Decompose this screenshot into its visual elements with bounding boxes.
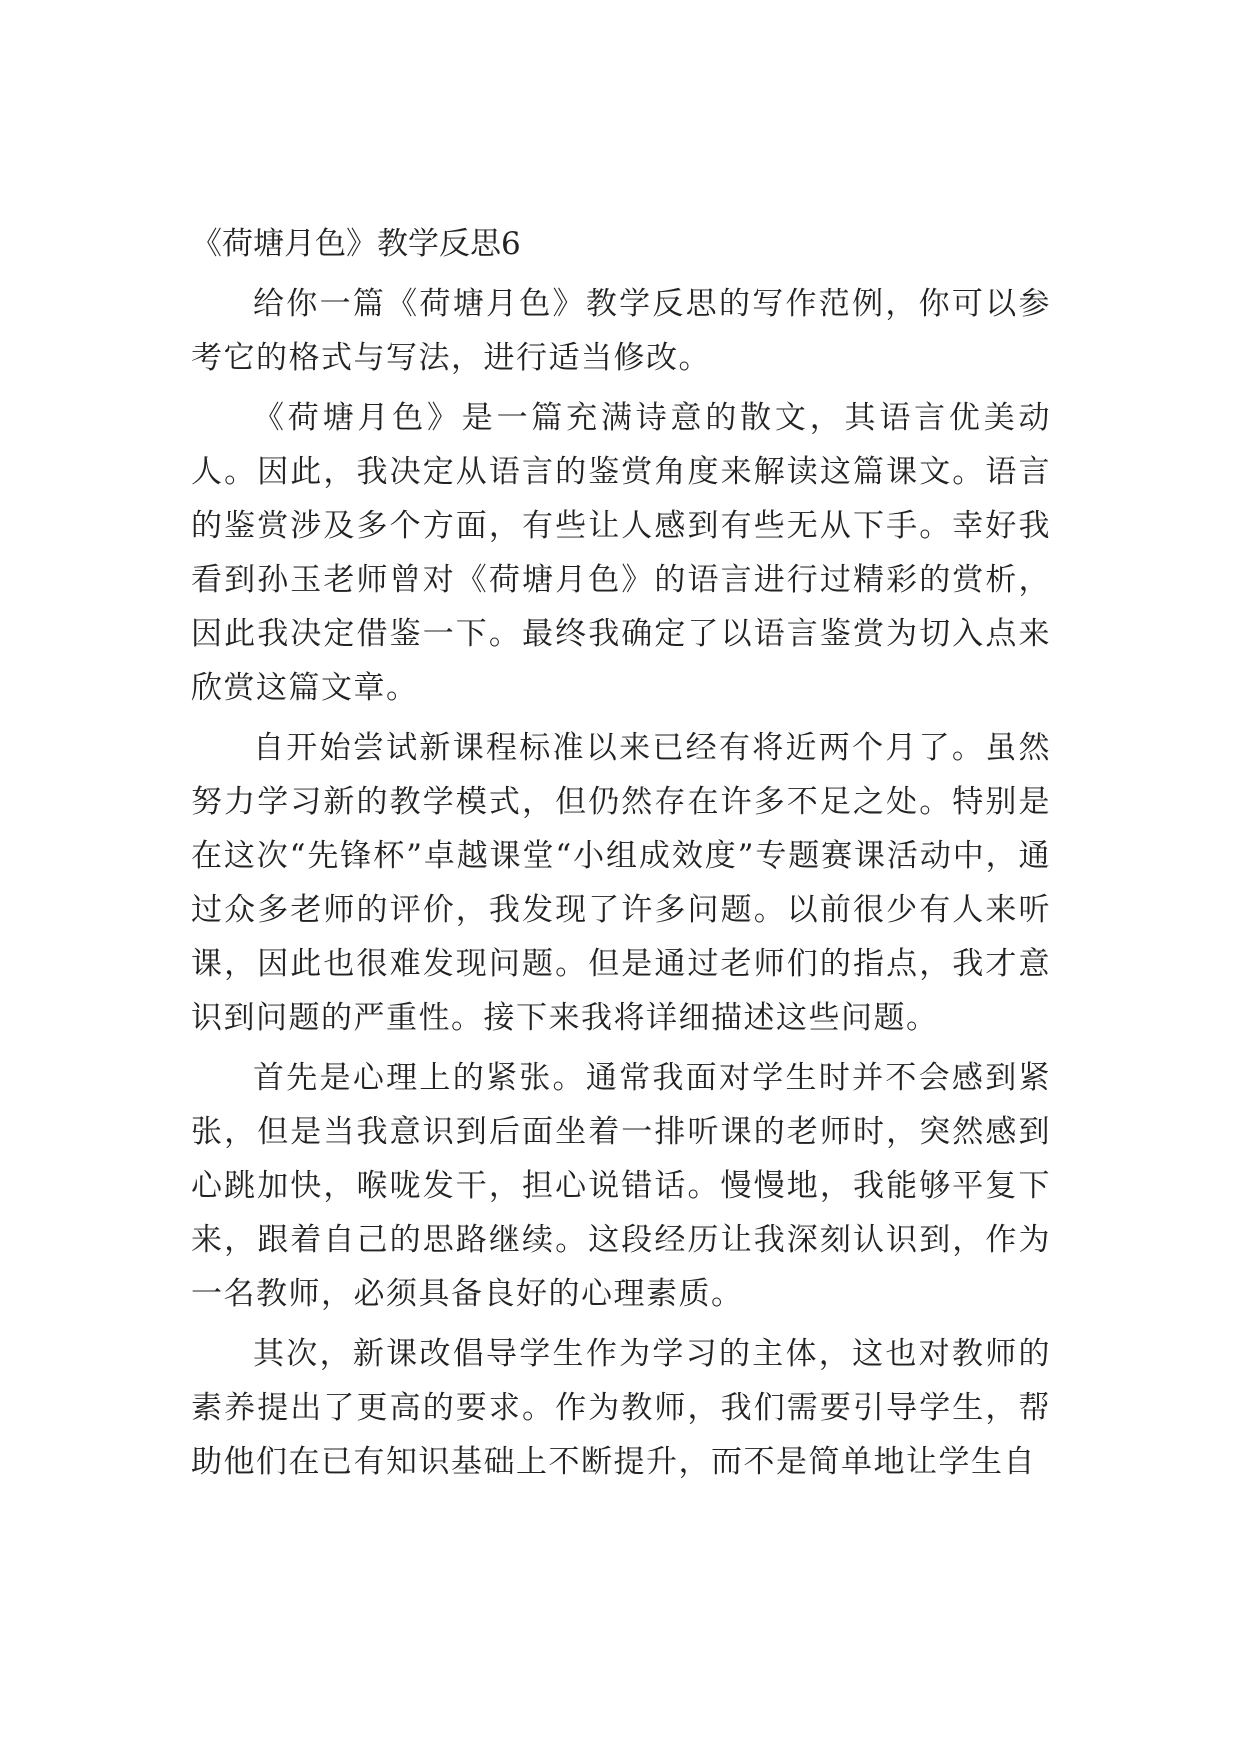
- paragraph-intro: 给你一篇《荷塘月色》教学反思的写作范例，你可以参考它的格式与写法，进行适当修改。: [191, 286, 1051, 376]
- paragraph-new-curriculum: 自开始尝试新课程标准以来已经有将近两个月了。虽然努力学习新的教学模式，但仍然存在许多不足之处。特别是在这次“先锋杯”卓越课堂“小组成效度”专题赛课活动中，通过众多老师的评价，我发现了许多问题。以前很少有人来听课，因此也很难发现问题。但是通过老师们的指点，我才意识到问题的严重性。接下来我将详细描述这些问题。: [191, 730, 1051, 1036]
- document-body: [191, 218, 1051, 1495]
- paragraph-language-appreciation: 《荷塘月色》是一篇充满诗意的散文，其语言优美动人。因此，我决定从语言的鉴赏角度来解读这篇课文。语言的鉴赏涉及多个方面，有些让人感到有些无从下手。幸好我看到孙玉老师曾对《荷塘月色》的语言进行过精彩的赏析，因此我决定借鉴一下。最终我确定了以语言鉴赏为切入点来欣赏这篇文章。: [191, 400, 1051, 706]
- document-title: 《荷塘月色》教学反思6: [191, 226, 521, 262]
- paragraph-nervousness: 首先是心理上的紧张。通常我面对学生时并不会感到紧张，但是当我意识到后面坐着一排听课的老师时，突然感到心跳加快，喉咙发干，担心说错话。慢慢地，我能够平复下来，跟着自己的思路继续。这段经历让我深刻认识到，作为一名教师，必须具备良好的心理素质。: [191, 1060, 1051, 1312]
- paragraph-student-centered: 其次，新课改倡导学生作为学习的主体，这也对教师的素养提出了更高的要求。作为教师，我们需要引导学生，帮助他们在已有知识基础上不断提升，而不是简单地让学生自: [191, 1336, 1051, 1480]
